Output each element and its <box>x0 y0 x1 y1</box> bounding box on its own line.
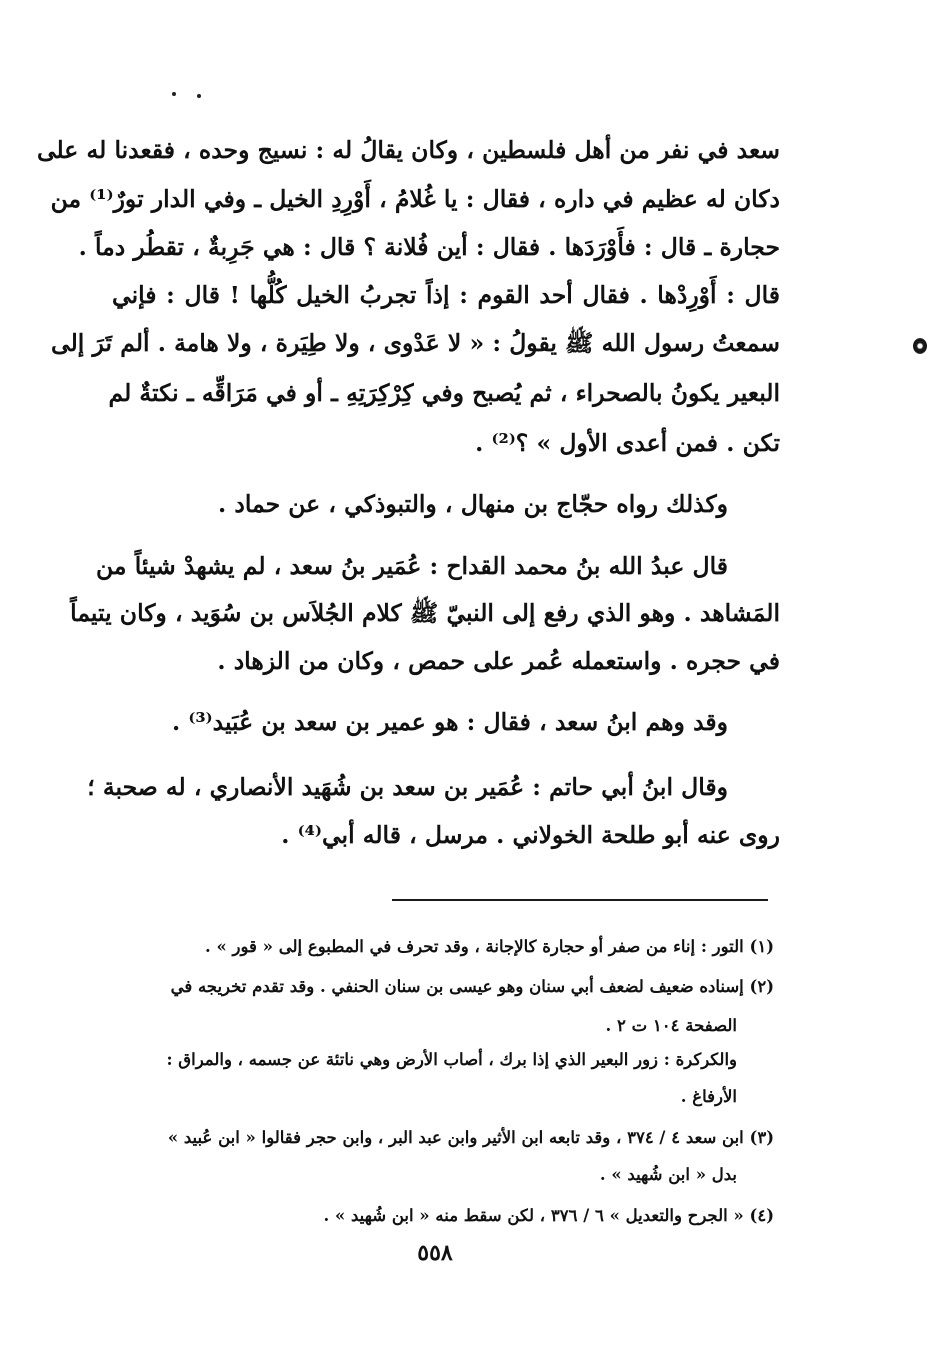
text-line: حجارة ـ قال : فأَوْرَدَها . فقال : أين فُلانة ؟ قال : هي جَرِبةٌ ، تقطُر دماً . <box>78 233 780 261</box>
footnote-line: الأرفاغ . <box>680 1087 737 1106</box>
text-line: المَشاهد . وهو الذي رفع إلى النبيّ ﷺ كلام الجُلاَس بن سُوَيد ، وكان يتيماً <box>70 599 780 627</box>
text-line: روى عنه أبو طلحة الخولاني . مرسل ، قاله أبي⁽⁴⁾ . <box>281 821 780 849</box>
text-line: دكان له عظيم في داره ، فقال : يا غُلامُ ، أَوْرِدِ الخيل ـ وفي الدار تورٌ⁽¹⁾ من <box>50 185 780 213</box>
text-line: في حجره . واستعمله عُمر على حمص ، وكان من الزهاد . <box>217 647 780 675</box>
text-line: سعد في نفر من أهل فلسطين ، وكان يقالُ له : نسيج وحده ، فقعدنا له على <box>36 136 780 164</box>
text-line: وكذلك رواه حجّاج بن منهال ، والتبوذكي ، عن حماد . <box>218 490 728 518</box>
footnote-line: الصفحة ١٠٤ ت ٢ . <box>605 1016 737 1035</box>
text-line: البعير يكونُ بالصحراء ، ثم يُصبح وفي كِرْكِرَتِهِ ـ أو في مَرَاقِّه ـ نكتةٌ لم <box>108 379 780 407</box>
footnote-separator <box>392 899 768 901</box>
main-text <box>36 0 780 880</box>
footnote-line: (٤) « الجرح والتعديل » ٦ / ٣٧٦ ، لكن سقط منه « ابن شُهيد » . <box>323 1206 774 1225</box>
footnote-line: (٢) إسناده ضعيف لضعف أبي سنان وهو عيسى بن سنان الحنفي . وقد تقدم تخريجه في <box>170 977 774 996</box>
margin-ink-blot <box>913 338 927 354</box>
text-line: سمعتُ رسول الله ﷺ يقولُ : « لا عَدْوى ، ولا طِيَرة ، ولا هامة . ألم تَرَ إلى <box>51 329 780 357</box>
text-line: قال : أَوْرِدْها . فقال أحد القوم : إذاً تجربُ الخيل كُلُّها ! قال : فإني <box>112 281 780 309</box>
page-number: ٥٥٨ <box>417 1240 453 1266</box>
footnote-line: بدل « ابن شُهيد » . <box>599 1165 737 1184</box>
footnote-line: والكركرة : زور البعير الذي إذا برك ، أصاب الأرض وهي ناتئة عن جسمه ، والمراق : <box>166 1050 737 1069</box>
text-line: وقال ابنُ أبي حاتم : عُمَير بن سعد بن شُهَيد الأنصاري ، له صحبة ؛ <box>87 773 728 801</box>
footnote-line: (١) التور : إناء من صفر أو حجارة كالإجانة ، وقد تحرف في المطبوع إلى « قور » . <box>205 937 774 956</box>
text-line: تكن . فمن أعدى الأول » ؟⁽²⁾ . <box>475 429 780 457</box>
footnote-line: (٣) ابن سعد ٤ / ٣٧٤ ، وقد تابعه ابن الأثير وابن عبد البر ، وابن حجر فقالوا « ابن عُبيد » <box>167 1128 774 1147</box>
text-line: وقد وهم ابنُ سعد ، فقال : هو عمير بن سعد بن عُبَيد⁽³⁾ . <box>171 708 728 736</box>
text-line: قال عبدُ الله بنُ محمد القداح : عُمَير بنُ سعد ، لم يشهدْ شيئاً من <box>96 552 728 580</box>
